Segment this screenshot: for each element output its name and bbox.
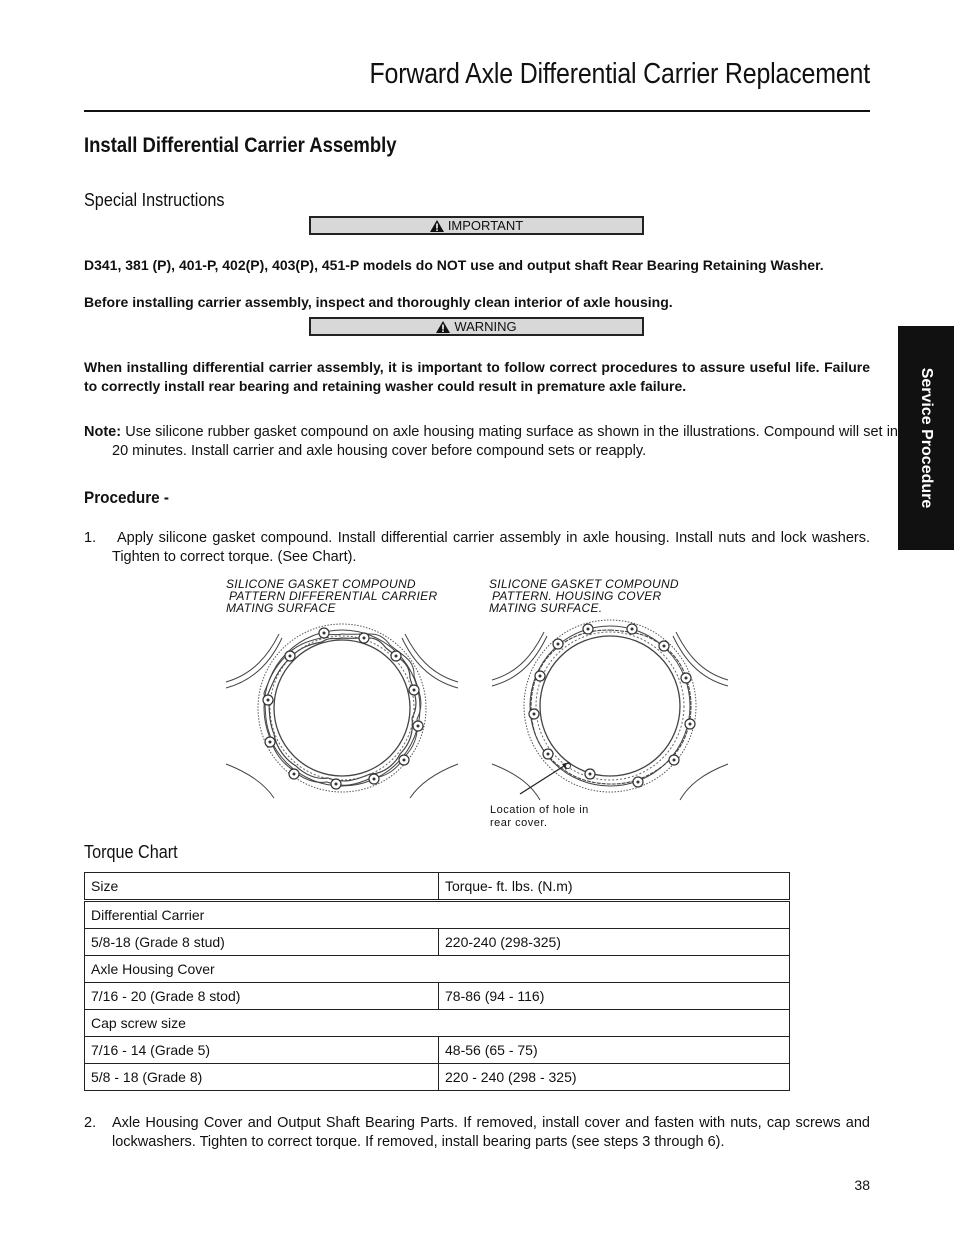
table-group-row bbox=[85, 1010, 790, 1037]
figure-left-caption-line: PATTERN DIFFERENTIAL CARRIER bbox=[229, 589, 438, 603]
figure-right-callout-line: Location of hole in bbox=[490, 804, 589, 816]
title-rule bbox=[84, 110, 870, 112]
procedure-step-2 bbox=[84, 1114, 870, 1152]
torque-chart-heading: Torque Chart bbox=[84, 842, 178, 862]
figure-left-carrier-surface bbox=[224, 614, 460, 800]
size-cell: 5/8-18 (Grade 8 stud) bbox=[85, 929, 439, 956]
warning-text: When installing differential carrier assembly, it is important to follow correct procedures to assure useful life. Failure to correctly install rear bearing and retaining washer could result in premature axle failure. bbox=[84, 359, 870, 394]
header-cell-size: Size bbox=[85, 873, 439, 901]
note-paragraph bbox=[84, 423, 898, 461]
table-row bbox=[85, 1064, 790, 1091]
group-cell: Axle Housing Cover bbox=[85, 956, 790, 983]
warning-callout bbox=[309, 317, 644, 336]
page-title: Forward Axle Differential Carrier Replacement bbox=[369, 58, 870, 90]
step-2-number: 2. bbox=[84, 1115, 97, 1131]
important-text-models: D341, 381 (P), 401-P, 402(P), 403(P), 451-P models do NOT use and output shaft Rear Bearing Retaining Washer. bbox=[84, 257, 824, 273]
figure-right-cover-surface bbox=[490, 614, 730, 804]
torque-cell: 220-240 (298-325) bbox=[439, 929, 790, 956]
table-header-row bbox=[85, 873, 790, 901]
table-group-row bbox=[85, 956, 790, 983]
special-instructions-heading: Special Instructions bbox=[84, 190, 225, 210]
table-row bbox=[85, 1037, 790, 1064]
note-label: Note: bbox=[84, 424, 122, 440]
figure-left-caption bbox=[226, 578, 437, 614]
side-tab bbox=[898, 326, 954, 550]
important-text-inspect: Before installing carrier assembly, inspect and thoroughly clean interior of axle housing. bbox=[84, 294, 673, 310]
page-number: 38 bbox=[854, 1177, 870, 1193]
figure-left-caption-line: SILICONE GASKET COMPOUND bbox=[226, 577, 416, 591]
torque-cell: 48-56 (65 - 75) bbox=[439, 1037, 790, 1064]
header-cell-torque: Torque- ft. lbs. (N.m) bbox=[439, 873, 790, 901]
side-tab-label: Service Procedure bbox=[918, 367, 935, 509]
figure-right-caption-line: MATING SURFACE. bbox=[489, 601, 603, 615]
figure-right-callout-line: rear cover. bbox=[490, 817, 548, 829]
figure-right-caption bbox=[489, 578, 679, 614]
figure-right-callout bbox=[490, 804, 589, 830]
figure-right-caption-line: SILICONE GASKET COMPOUND bbox=[489, 577, 679, 591]
warning-triangle-icon bbox=[436, 321, 450, 333]
section-title: Install Differential Carrier Assembly bbox=[84, 134, 397, 157]
procedure-heading: Procedure - bbox=[84, 488, 170, 507]
torque-chart-table bbox=[84, 872, 790, 1091]
group-cell: Cap screw size bbox=[85, 1010, 790, 1037]
step-2-text: Axle Housing Cover and Output Shaft Bearing Parts. If removed, install cover and fasten with nuts, cap screws and lockwashers. Tighten to correct torque. If removed, install bearing parts (see steps 3 through 6). bbox=[112, 1115, 870, 1150]
size-cell: 5/8 - 18 (Grade 8) bbox=[85, 1064, 439, 1091]
size-cell: 7/16 - 20 (Grade 8 stod) bbox=[85, 983, 439, 1010]
table-row bbox=[85, 983, 790, 1010]
torque-cell: 220 - 240 (298 - 325) bbox=[439, 1064, 790, 1091]
figure-left-caption-line: MATING SURFACE bbox=[226, 601, 336, 615]
group-cell: Differential Carrier bbox=[85, 901, 790, 929]
size-cell: 7/16 - 14 (Grade 5) bbox=[85, 1037, 439, 1064]
important-callout bbox=[309, 216, 644, 235]
table-group-row bbox=[85, 901, 790, 929]
procedure-step-1 bbox=[84, 529, 870, 567]
warning-triangle-icon bbox=[430, 220, 444, 232]
figure-right-caption-line: PATTERN. HOUSING COVER bbox=[492, 589, 662, 603]
torque-cell: 78-86 (94 - 116) bbox=[439, 983, 790, 1010]
table-row bbox=[85, 929, 790, 956]
step-1-number: 1. bbox=[84, 530, 97, 546]
note-text: Use silicone rubber gasket compound on axle housing mating surface as shown in the illustrations. Compound will set in 20 minutes. Install carrier and axle housing cover before compound sets or reapply. bbox=[112, 424, 898, 459]
important-label: IMPORTANT bbox=[447, 218, 524, 233]
warning-label: WARNING bbox=[454, 319, 517, 334]
step-1-text: Apply silicone gasket compound. Install differential carrier assembly in axle housing. Install nuts and lock washers. Tighten to correct torque. (See Chart). bbox=[112, 530, 870, 565]
